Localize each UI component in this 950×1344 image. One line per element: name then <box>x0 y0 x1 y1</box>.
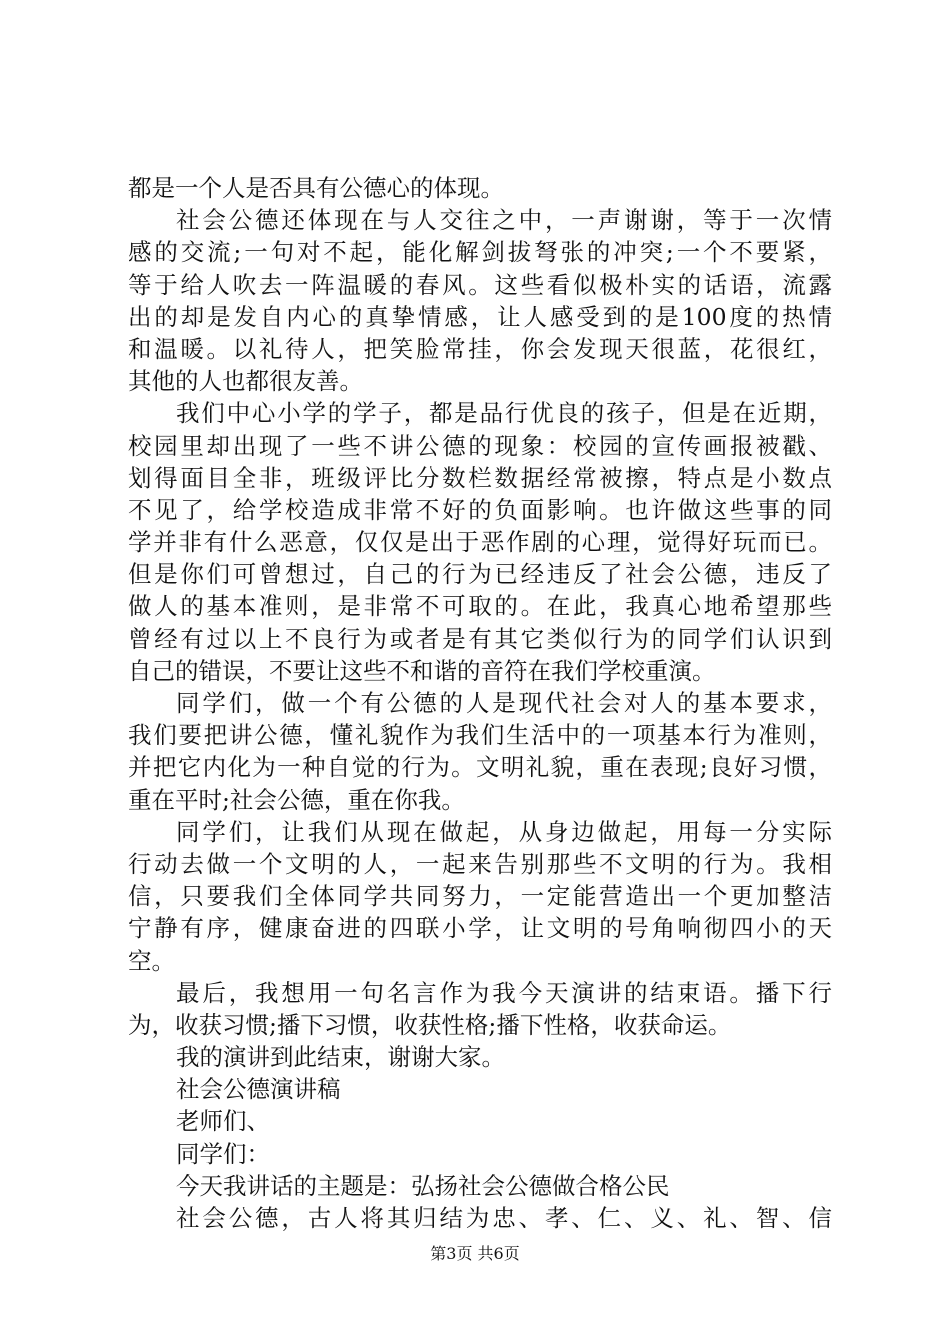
text-line: 和温暖。以礼待人，把笑脸常挂，你会发现天很蓝，花很红， <box>128 334 832 363</box>
text-line: 社会公德演讲稿 <box>176 1075 341 1104</box>
text-line: 宁静有序，健康奋进的四联小学，让文明的号角响彻四小的天 <box>128 914 832 943</box>
text-line: 重在平时;社会公德，重在你我。 <box>128 785 465 814</box>
text-line: 等于给人吹去一阵温暖的春风。这些看似极朴实的话语，流露 <box>128 270 832 299</box>
text-line: 我们要把讲公德，懂礼貌作为我们生活中的一项基本行为准则， <box>128 721 832 750</box>
text-line: 不见了，给学校造成非常不好的负面影响。也许做这些事的同 <box>128 495 832 524</box>
text-line: 为，收获习惯;播下习惯，收获性格;播下性格，收获命运。 <box>128 1010 732 1039</box>
text-line: 感的交流;一句对不起，能化解剑拔弩张的冲突;一个不要紧， <box>128 238 832 267</box>
text-line: 我的演讲到此结束，谢谢大家。 <box>176 1043 505 1072</box>
text-line: 今天我讲话的主题是：弘扬社会公德做合格公民 <box>176 1171 670 1200</box>
text-line: 社会公德，古人将其归结为忠、孝、仁、义、礼、智、信 <box>176 1204 832 1232</box>
text-line: 同学们，让我们从现在做起，从身边做起，用每一分实际 <box>176 817 832 846</box>
text-line: 划得面目全非，班级评比分数栏数据经常被擦，特点是小数点 <box>128 463 832 492</box>
text-line: 曾经有过以上不良行为或者是有其它类似行为的同学们认识到 <box>128 624 832 653</box>
text-line: 空。 <box>128 946 175 975</box>
text-line: 出的却是发自内心的真挚情感，让人感受到的是100度的热情 <box>128 302 832 331</box>
text-line: 最后，我想用一句名言作为我今天演讲的结束语。播下行 <box>176 978 832 1007</box>
page-number-footer: 第3页 共6页 <box>430 1244 520 1263</box>
text-line: 同学们，做一个有公德的人是现代社会对人的基本要求， <box>176 689 832 717</box>
text-line: 自己的错误，不要让这些不和谐的音符在我们学校重演。 <box>128 656 716 685</box>
text-line: 其他的人也都很友善。 <box>128 367 363 396</box>
text-line: 校园里却出现了一些不讲公德的现象：校园的宣传画报被戳、 <box>128 431 832 460</box>
text-line: 同学们： <box>176 1139 270 1168</box>
text-line: 都是一个人是否具有公德心的体现。 <box>128 174 504 202</box>
text-line: 行动去做一个文明的人，一起来告别那些不文明的行为。我相 <box>128 849 832 878</box>
text-line: 学并非有什么恶意，仅仅是出于恶作剧的心理，觉得好玩而已。 <box>128 528 832 557</box>
text-line: 并把它内化为一种自觉的行为。文明礼貌，重在表现;良好习惯， <box>128 753 832 782</box>
document-body <box>128 172 832 1234</box>
text-line: 社会公德还体现在与人交往之中，一声谢谢，等于一次情 <box>176 206 832 235</box>
text-line: 但是你们可曾想过，自己的行为已经违反了社会公德，违反了 <box>128 560 832 589</box>
text-line: 信，只要我们全体同学共同努力，一定能营造出一个更加整洁 <box>128 882 832 911</box>
text-line: 老师们、 <box>176 1107 270 1136</box>
text-line: 我们中心小学的学子，都是品行优良的孩子，但是在近期， <box>176 399 832 428</box>
text-line: 做人的基本准则，是非常不可取的。在此，我真心地希望那些 <box>128 592 832 621</box>
